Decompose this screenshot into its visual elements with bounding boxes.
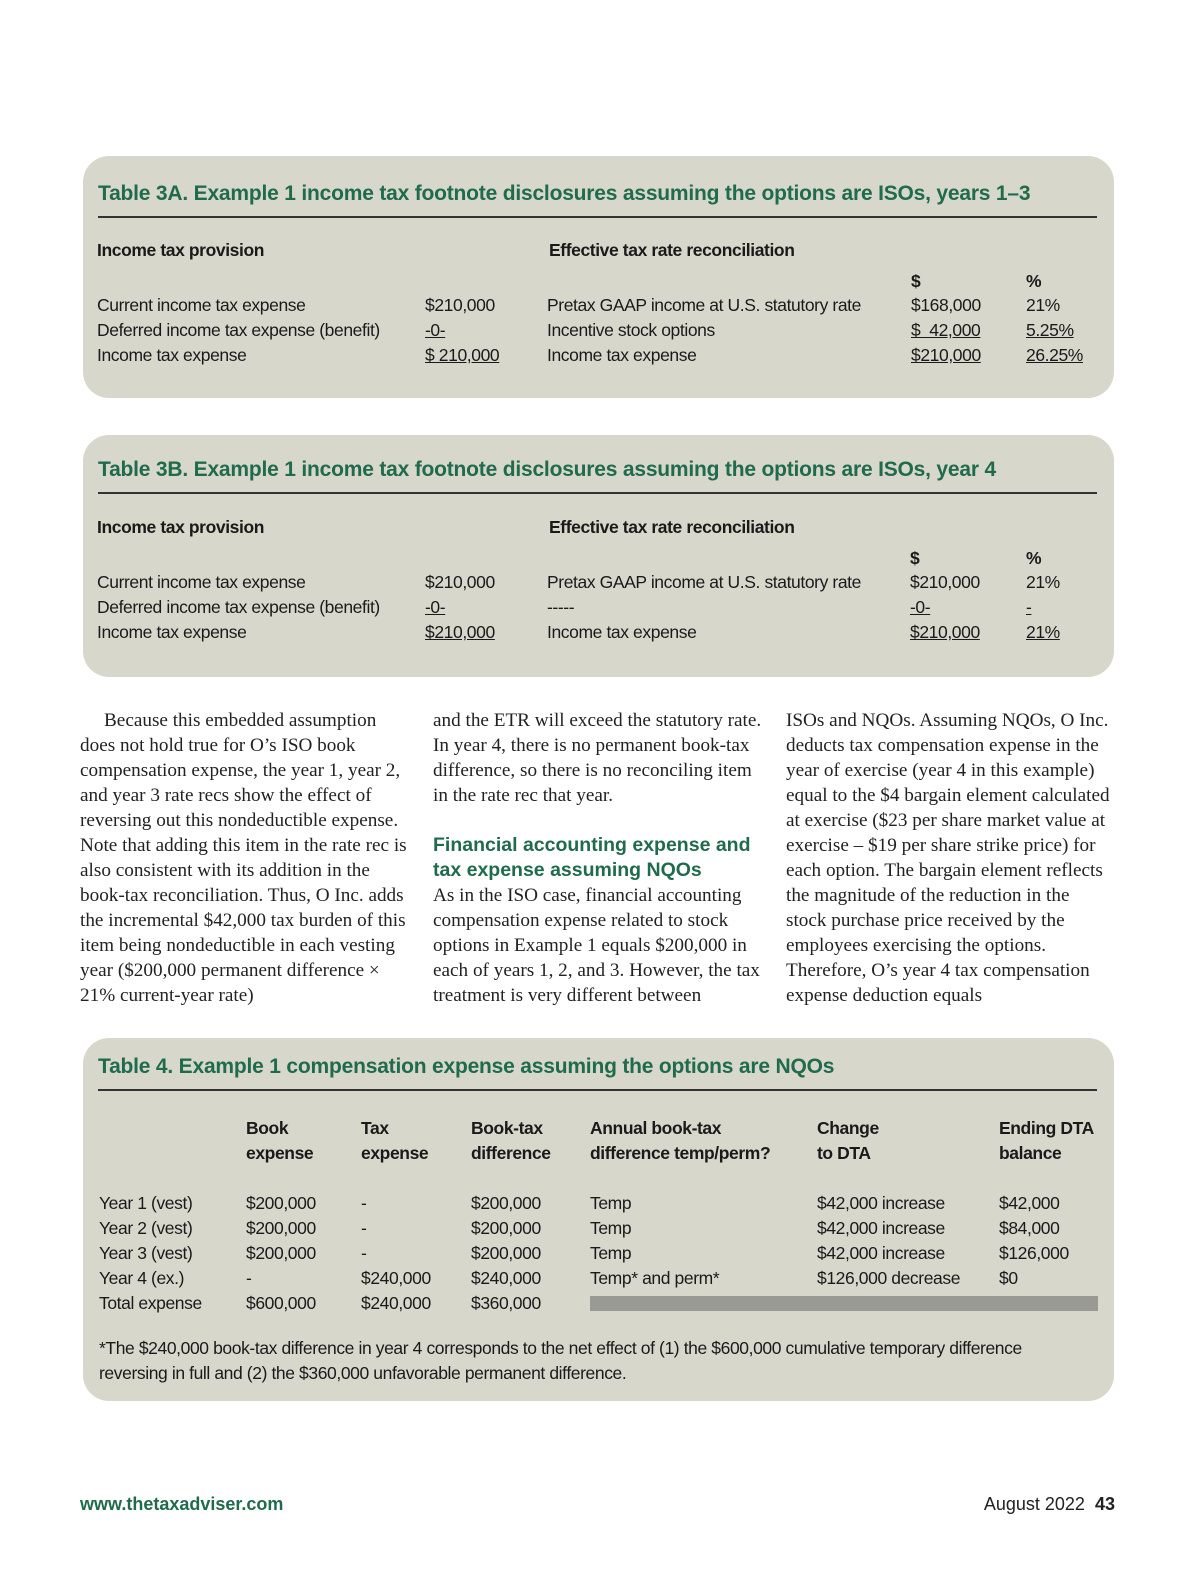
paragraph: ISOs and NQOs. Assuming NQOs, O Inc. deducts tax compensation expense in the year of exercise (year 4 in this example) equal to the $4 bargain element calculated at exercise ($23 per share market value at exercise – $19 per share strike price) for each option. The bargain element reflects the magnitude of the reduction in the stock purchase price received by the employees exercising the options. Therefore, O’s year 4 tax compensation expense deduction equals [786,710,1110,1006]
etr-label: Income tax expense [547,622,697,642]
etr-label: Pretax GAAP income at U.S. statutory rate [547,295,861,315]
provision-value: -0- [425,597,446,617]
row-label: Year 1 (vest) [99,1193,193,1213]
etr-pct: - [1026,597,1032,617]
cell: $0 [999,1268,1018,1288]
row-label: Year 2 (vest) [99,1218,193,1238]
cell: $200,000 [246,1193,316,1213]
cell: $126,000 decrease [817,1268,961,1288]
shaded-cell [590,1296,1098,1311]
footnote: reversing in full and (2) the $360,000 unfavorable permanent difference. [99,1363,627,1383]
col-header: to DTA [817,1143,871,1163]
provision-label: Current income tax expense [97,295,306,315]
col-header: Tax [361,1118,389,1138]
article-column-2 [433,708,763,1008]
cell: $42,000 increase [817,1243,945,1263]
cell: Temp [590,1243,632,1263]
cell: $84,000 [999,1218,1060,1238]
etr-dollars: $210,000 [910,572,980,592]
footnote: *The $240,000 book-tax difference in year 4 corresponds to the net effect of (1) the $600,000 cumulative temporary difference [99,1338,1022,1358]
pct-header: % [1026,548,1042,568]
cell: $200,000 [471,1243,541,1263]
col-header: Book [246,1118,289,1138]
footer-date [984,1494,1115,1515]
issue-date: August 2022 [983,1494,1085,1514]
col-header: balance [999,1143,1062,1163]
col-header: Ending DTA [999,1118,1094,1138]
row-label: Total expense [99,1293,202,1313]
paragraph: As in the ISO case, financial accounting compensation expense related to stock options in Example 1 equals $200,000 in each of years 1, 2, and 3. However, the tax treatment is very different between [433,885,760,1006]
row-label: Year 4 (ex.) [99,1268,185,1288]
table-3b-title: Table 3B. Example 1 income tax footnote disclosures assuming the options are ISOs, year 4 [98,458,1097,494]
etr-pct: 5.25% [1026,320,1074,340]
cell: $200,000 [471,1193,541,1213]
cell: $126,000 [999,1243,1069,1263]
cell: $200,000 [246,1218,316,1238]
page-number: 43 [1094,1494,1115,1514]
paragraph: Because this embedded assumption does not hold true for O’s ISO book compensation expense, the year 1, year 2, and year 3 rate recs show the effect of reversing out this nondeductible expense. Note that adding this item in the rate rec is also consistent with its addition in the book-tax reconciliation. Thus, O Inc. adds the incremental $42,000 tax burden of this item being nondeductible in each vesting year ($200,000 permanent difference × 21% current-year rate) [80,710,407,1006]
provision-heading: Income tax provision [97,240,265,260]
cell: Temp [590,1218,632,1238]
provision-label: Income tax expense [97,345,247,365]
provision-label: Income tax expense [97,622,247,642]
cell: $240,000 [361,1268,431,1288]
cell: $42,000 [999,1193,1060,1213]
provision-label: Deferred income tax expense (benefit) [97,320,380,340]
cell: $240,000 [471,1268,541,1288]
etr-pct: 26.25% [1026,345,1083,365]
cell: $200,000 [471,1218,541,1238]
provision-heading: Income tax provision [97,517,265,537]
provision-value: -0- [425,320,446,340]
etr-label: Income tax expense [547,345,697,365]
col-header: difference [471,1143,551,1163]
col-header: expense [246,1143,314,1163]
dollar-header: $ [911,271,921,291]
footer-url: www.thetaxadviser.com [80,1494,284,1514]
etr-label: Pretax GAAP income at U.S. statutory rate [547,572,861,592]
table-4-title: Table 4. Example 1 compensation expense assuming the options are NQOs [98,1055,1097,1091]
col-header: Book-tax [471,1118,543,1138]
cell: $200,000 [246,1243,316,1263]
cell: Temp* and perm* [590,1268,720,1288]
cell: $240,000 [361,1293,431,1313]
etr-pct: 21% [1026,295,1060,315]
cell: $42,000 increase [817,1218,945,1238]
etr-dollars: $210,000 [911,345,981,365]
provision-value: $ 210,000 [425,345,500,365]
cell: - [361,1243,367,1263]
paragraph: and the ETR will exceed the statutory rate. In year 4, there is no permanent book-tax difference, so there is no reconciling item in the rate rec that year. [433,710,762,806]
provision-value: $210,000 [425,295,495,315]
cell: $360,000 [471,1293,541,1313]
table-3b-panel [83,435,1114,677]
etr-dollars: $ 42,000 [911,320,981,340]
pct-header: % [1026,271,1042,291]
etr-label: ----- [547,597,575,617]
cell: - [246,1268,252,1288]
etr-heading: Effective tax rate reconciliation [549,240,795,260]
article-column-1 [80,708,410,1008]
table-3a-panel [83,156,1114,398]
cell: Temp [590,1193,632,1213]
article-column-3 [786,708,1112,1008]
section-heading: Financial accounting expense and tax expense assuming NQOs [433,834,751,881]
cell: $42,000 increase [817,1193,945,1213]
etr-pct: 21% [1026,622,1060,642]
etr-heading: Effective tax rate reconciliation [549,517,795,537]
cell: - [361,1193,367,1213]
provision-value: $210,000 [425,622,495,642]
col-header: difference temp/perm? [590,1143,771,1163]
col-header: Change [817,1118,879,1138]
provision-label: Deferred income tax expense (benefit) [97,597,380,617]
table-3a-title: Table 3A. Example 1 income tax footnote disclosures assuming the options are ISOs, years 1–3 [98,182,1097,218]
col-header: Annual book-tax [590,1118,722,1138]
etr-dollars: $168,000 [911,295,981,315]
provision-label: Current income tax expense [97,572,306,592]
row-label: Year 3 (vest) [99,1243,193,1263]
table-4-panel [83,1038,1114,1401]
cell: $600,000 [246,1293,316,1313]
cell: - [361,1218,367,1238]
etr-label: Incentive stock options [547,320,715,340]
dollar-header: $ [910,548,920,568]
col-header: expense [361,1143,429,1163]
etr-dollars: $210,000 [910,622,980,642]
etr-dollars: -0- [910,597,931,617]
etr-pct: 21% [1026,572,1060,592]
provision-value: $210,000 [425,572,495,592]
